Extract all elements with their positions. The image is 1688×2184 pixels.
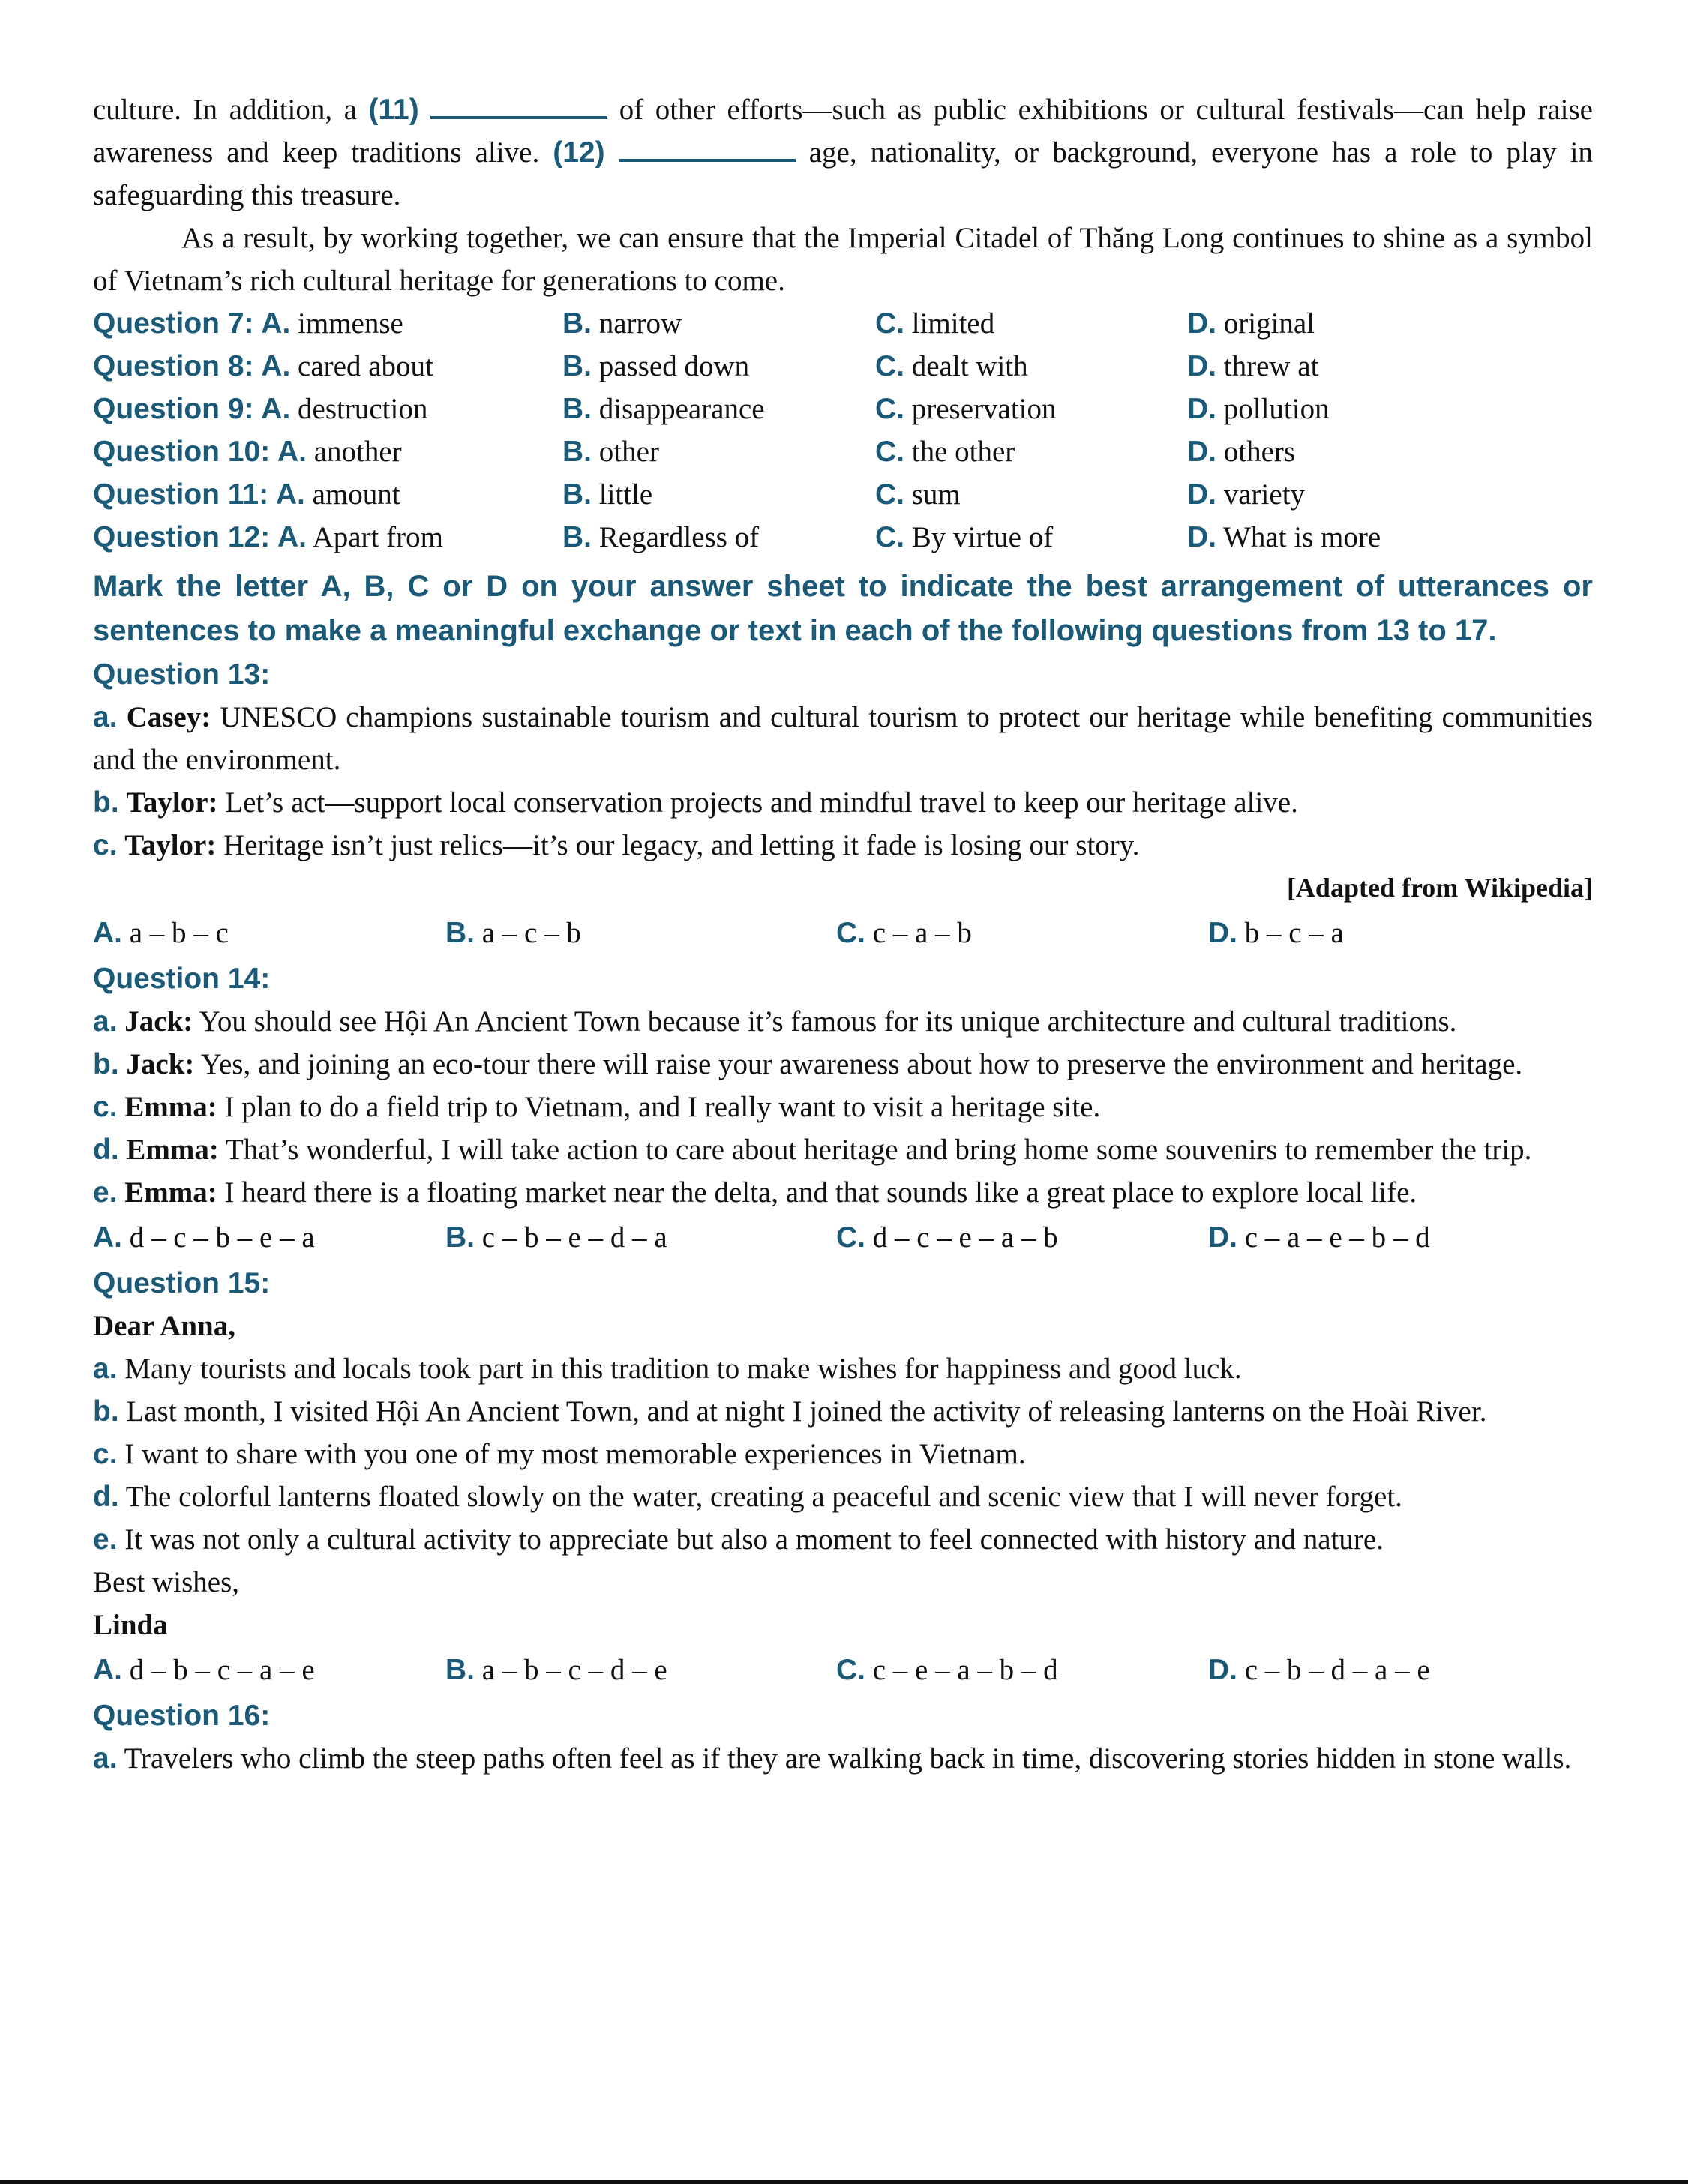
option-d xyxy=(1187,430,1295,473)
utterance-letter: e. xyxy=(93,1523,118,1556)
option-text: preservation xyxy=(911,393,1057,425)
utterance xyxy=(93,1043,1593,1086)
option-text: amount xyxy=(312,478,400,511)
instruction: Mark the letter A, B, C or D on your answer sheet to indicate the best arrangement of utterances or sentences to make a meaningful exchange or text in each of the following questions from 13 to 17. xyxy=(93,570,1593,647)
question-label: Question 9: xyxy=(93,393,254,425)
utterance-text: Many tourists and locals took part in this tradition to make wishes for happiness and good luck. xyxy=(124,1353,1242,1385)
question-row xyxy=(93,430,1593,473)
question-label: Question 12: xyxy=(93,521,271,553)
option-letter: A. xyxy=(277,521,307,553)
option-letter: C. xyxy=(875,350,904,382)
option-a xyxy=(93,516,443,559)
blank-number-11: (11) xyxy=(368,94,419,126)
utterance-text: Last month, I visited Hội An Ancient Town, and at night I joined the activity of releasing lanterns on the Hoài River. xyxy=(126,1395,1487,1428)
option-letter: B. xyxy=(562,478,592,511)
option-text: variety xyxy=(1223,478,1306,511)
question-15 xyxy=(93,1262,1593,1694)
option-text: threw at xyxy=(1223,350,1319,382)
option-a xyxy=(93,388,427,430)
greeting: Dear Anna, xyxy=(93,1310,235,1342)
passage-paragraph-2: As a result, by working together, we can ensure that the Imperial Citadel of Thăng Long continues to shine as a symbol of Vietnam’s rich cultural heritage for generations to come. xyxy=(93,222,1593,297)
option-text: Regardless of xyxy=(598,521,760,553)
option-letter: C. xyxy=(836,917,865,949)
utterance-letter: d. xyxy=(93,1481,119,1513)
option-a xyxy=(93,1214,315,1262)
closing: Best wishes, xyxy=(93,1566,239,1598)
question-13 xyxy=(93,653,1593,957)
option-text: another xyxy=(313,436,402,468)
option-text: d – c – b – e – a xyxy=(129,1221,315,1254)
option-b xyxy=(445,1214,667,1262)
option-letter: A. xyxy=(261,307,291,340)
speaker: Emma: xyxy=(126,1134,219,1166)
option-d xyxy=(1187,473,1305,516)
question-14 xyxy=(93,957,1593,1262)
utterance xyxy=(93,1000,1593,1043)
question-row xyxy=(93,516,1593,559)
option-c xyxy=(875,516,1053,559)
option-letter: C. xyxy=(875,436,904,468)
option-a xyxy=(93,909,229,957)
option-letter: D. xyxy=(1187,521,1216,553)
cloze-questions xyxy=(93,302,1593,559)
utterance-text: You should see Hội An Ancient Town because it’s famous for its unique architecture and cultural traditions. xyxy=(193,1005,1457,1038)
question-title: Question 16: xyxy=(93,1700,271,1732)
utterance-letter: b. xyxy=(93,1048,119,1080)
option-c xyxy=(875,388,1057,430)
option-letter: C. xyxy=(875,521,904,553)
option-text: disappearance xyxy=(598,393,765,425)
question-label: Question 10: xyxy=(93,436,271,468)
option-c xyxy=(836,1214,1058,1262)
utterance-letter: a. xyxy=(93,1742,118,1775)
option-letter: D. xyxy=(1187,350,1216,382)
option-letter: B. xyxy=(562,350,592,382)
question-row xyxy=(93,473,1593,516)
utterance-letter: a. xyxy=(93,1353,118,1385)
option-letter: C. xyxy=(836,1654,865,1686)
utterance-text: UNESCO champions sustainable tourism and cultural tourism to protect our heritage while benefiting communities and the environment. xyxy=(93,701,1594,776)
option-d xyxy=(1187,302,1315,345)
utterance xyxy=(93,1518,1593,1561)
option-d xyxy=(1187,345,1318,388)
option-text: immense xyxy=(298,307,403,340)
page-border xyxy=(0,2180,1688,2184)
passage-text: of other efforts—such as public exhibitions or cultural festivals—can help raise awareness and keep traditions alive. xyxy=(93,94,1593,169)
option-letter: A. xyxy=(93,917,122,949)
speaker: Emma: xyxy=(124,1176,217,1209)
question-title: Question 15: xyxy=(93,1267,271,1299)
utterance-letter: b. xyxy=(93,1395,119,1428)
option-text: the other xyxy=(911,436,1015,468)
option-letter: D. xyxy=(1187,436,1216,468)
utterance-text: Let’s act—support local conservation projects and mindful travel to keep our heritage alive. xyxy=(217,786,1298,819)
question-label: Question 8: xyxy=(93,350,254,382)
option-text: destruction xyxy=(298,393,428,425)
passage-paragraph-1 xyxy=(93,88,1593,217)
option-text: d – c – e – a – b xyxy=(872,1221,1058,1254)
utterance-text: That’s wonderful, I will take action to care about heritage and bring home some souvenirs to remember the trip. xyxy=(218,1134,1532,1166)
option-a xyxy=(93,1646,315,1694)
speaker: Jack: xyxy=(126,1048,195,1080)
option-letter: A. xyxy=(93,1221,122,1254)
option-text: What is more xyxy=(1223,521,1381,553)
option-c xyxy=(875,473,961,516)
signature: Linda xyxy=(93,1609,168,1641)
option-letter: C. xyxy=(875,478,904,511)
utterance-text: I want to share with you one of my most memorable experiences in Vietnam. xyxy=(124,1438,1026,1470)
question-16 xyxy=(93,1694,1593,1780)
speaker: Jack: xyxy=(124,1005,193,1038)
option-letter: B. xyxy=(445,917,475,949)
speaker: Emma: xyxy=(124,1091,217,1123)
option-d xyxy=(1208,909,1344,957)
utterance-letter: b. xyxy=(93,786,119,819)
source: [Adapted from Wikipedia] xyxy=(1286,873,1593,903)
speaker: Taylor: xyxy=(126,786,218,819)
option-c xyxy=(875,302,994,345)
option-b xyxy=(445,1646,667,1694)
option-letter: A. xyxy=(275,478,305,511)
option-text: pollution xyxy=(1223,393,1330,425)
utterance-text: I plan to do a field trip to Vietnam, and I really want to visit a heritage site. xyxy=(217,1091,1101,1123)
utterance xyxy=(93,1347,1593,1390)
option-a xyxy=(93,302,403,345)
options-row xyxy=(93,1646,1593,1694)
option-c xyxy=(836,909,972,957)
blank-12 xyxy=(619,133,796,162)
option-c xyxy=(836,1646,1058,1694)
option-letter: D. xyxy=(1208,1221,1237,1254)
option-c xyxy=(875,345,1028,388)
option-letter: D. xyxy=(1187,307,1216,340)
option-letter: D. xyxy=(1208,1654,1237,1686)
option-text: original xyxy=(1223,307,1315,340)
utterance xyxy=(93,1390,1593,1433)
option-a xyxy=(93,345,433,388)
question-row xyxy=(93,345,1593,388)
option-letter: B. xyxy=(445,1654,475,1686)
option-text: a – c – b xyxy=(481,917,581,949)
option-text: other xyxy=(598,436,659,468)
option-text: passed down xyxy=(598,350,750,382)
option-text: a – b – c – d – e xyxy=(481,1654,667,1686)
option-letter: C. xyxy=(875,393,904,425)
utterance xyxy=(93,696,1593,781)
option-d xyxy=(1187,388,1330,430)
passage-text: culture. In addition, a xyxy=(93,94,369,126)
option-letter: D. xyxy=(1187,393,1216,425)
utterance xyxy=(93,1128,1593,1171)
utterance-letter: a. xyxy=(93,1005,118,1038)
option-b xyxy=(562,345,749,388)
speaker: Casey: xyxy=(126,701,211,733)
utterance xyxy=(93,824,1593,867)
option-text: dealt with xyxy=(911,350,1028,382)
utterance-letter: d. xyxy=(93,1134,119,1166)
utterance-letter: a. xyxy=(93,701,118,733)
question-label: Question 11: xyxy=(93,478,269,511)
option-b xyxy=(562,516,759,559)
utterance-text: I heard there is a floating market near the delta, and that sounds like a great place to explore local life. xyxy=(217,1176,1417,1209)
option-letter: B. xyxy=(562,307,592,340)
utterance xyxy=(93,1171,1593,1214)
option-text: Apart from xyxy=(312,521,443,553)
option-text: others xyxy=(1223,436,1296,468)
utterance xyxy=(93,1433,1593,1475)
option-letter: B. xyxy=(445,1221,475,1254)
utterance-text: It was not only a cultural activity to appreciate but also a moment to feel connected with history and nature. xyxy=(124,1523,1384,1556)
speaker: Taylor: xyxy=(124,829,217,861)
option-letter: B. xyxy=(562,521,592,553)
utterance-letter: c. xyxy=(93,1438,118,1470)
option-letter: D. xyxy=(1208,917,1237,949)
option-text: By virtue of xyxy=(911,521,1054,553)
option-b xyxy=(562,430,659,473)
question-label: Question 7: xyxy=(93,307,254,340)
option-d xyxy=(1208,1214,1430,1262)
blank-11 xyxy=(430,91,607,119)
option-letter: C. xyxy=(875,307,904,340)
utterance xyxy=(93,1737,1593,1780)
options-row xyxy=(93,909,1593,957)
option-b xyxy=(445,909,581,957)
option-text: narrow xyxy=(598,307,682,340)
utterance-text: Travelers who climb the steep paths often feel as if they are walking back in time, discovering stories hidden in stone walls. xyxy=(124,1742,1572,1775)
utterance xyxy=(93,1086,1593,1128)
option-text: b – c – a xyxy=(1244,917,1344,949)
option-text: d – b – c – a – e xyxy=(129,1654,315,1686)
option-letter: D. xyxy=(1187,478,1216,511)
option-b xyxy=(562,388,765,430)
option-letter: B. xyxy=(562,393,592,425)
utterance-letter: c. xyxy=(93,829,118,861)
option-letter: C. xyxy=(836,1221,865,1254)
option-text: c – b – d – a – e xyxy=(1244,1654,1430,1686)
option-d xyxy=(1208,1646,1430,1694)
utterance-text: Heritage isn’t just relics—it’s our legacy, and letting it fade is losing our story. xyxy=(216,829,1140,861)
option-text: c – e – a – b – d xyxy=(872,1654,1058,1686)
utterance-text: Yes, and joining an eco-tour there will raise your awareness about how to preserve the environment and heritage. xyxy=(194,1048,1523,1080)
option-c xyxy=(875,430,1015,473)
question-row xyxy=(93,302,1593,345)
option-text: little xyxy=(598,478,653,511)
question-title: Question 13: xyxy=(93,658,271,691)
option-b xyxy=(562,302,682,345)
options-row xyxy=(93,1214,1593,1262)
option-letter: A. xyxy=(261,350,291,382)
question-title: Question 14: xyxy=(93,963,271,995)
option-letter: A. xyxy=(261,393,291,425)
option-letter: B. xyxy=(562,436,592,468)
option-b xyxy=(562,473,652,516)
utterance xyxy=(93,781,1593,824)
option-letter: A. xyxy=(277,436,307,468)
utterance-letter: c. xyxy=(93,1091,118,1123)
utterance xyxy=(93,1475,1593,1518)
option-text: c – a – e – b – d xyxy=(1244,1221,1430,1254)
option-text: c – a – b xyxy=(872,917,972,949)
option-text: a – b – c xyxy=(129,917,229,949)
option-text: sum xyxy=(911,478,961,511)
question-row xyxy=(93,388,1593,430)
option-text: c – b – e – d – a xyxy=(481,1221,667,1254)
utterance-letter: e. xyxy=(93,1176,118,1209)
option-a xyxy=(93,430,402,473)
option-a xyxy=(93,473,400,516)
passage-text: age, nationality, or background, everyone has a role to play in safeguarding this treasure. xyxy=(93,136,1593,211)
option-text: limited xyxy=(911,307,995,340)
document-page xyxy=(93,88,1593,1780)
blank-number-12: (12) xyxy=(553,136,605,169)
option-letter: A. xyxy=(93,1654,122,1686)
option-text: cared about xyxy=(298,350,433,382)
option-d xyxy=(1187,516,1381,559)
utterance-text: The colorful lanterns floated slowly on the water, creating a peaceful and scenic view that I will never forget. xyxy=(125,1481,1402,1513)
